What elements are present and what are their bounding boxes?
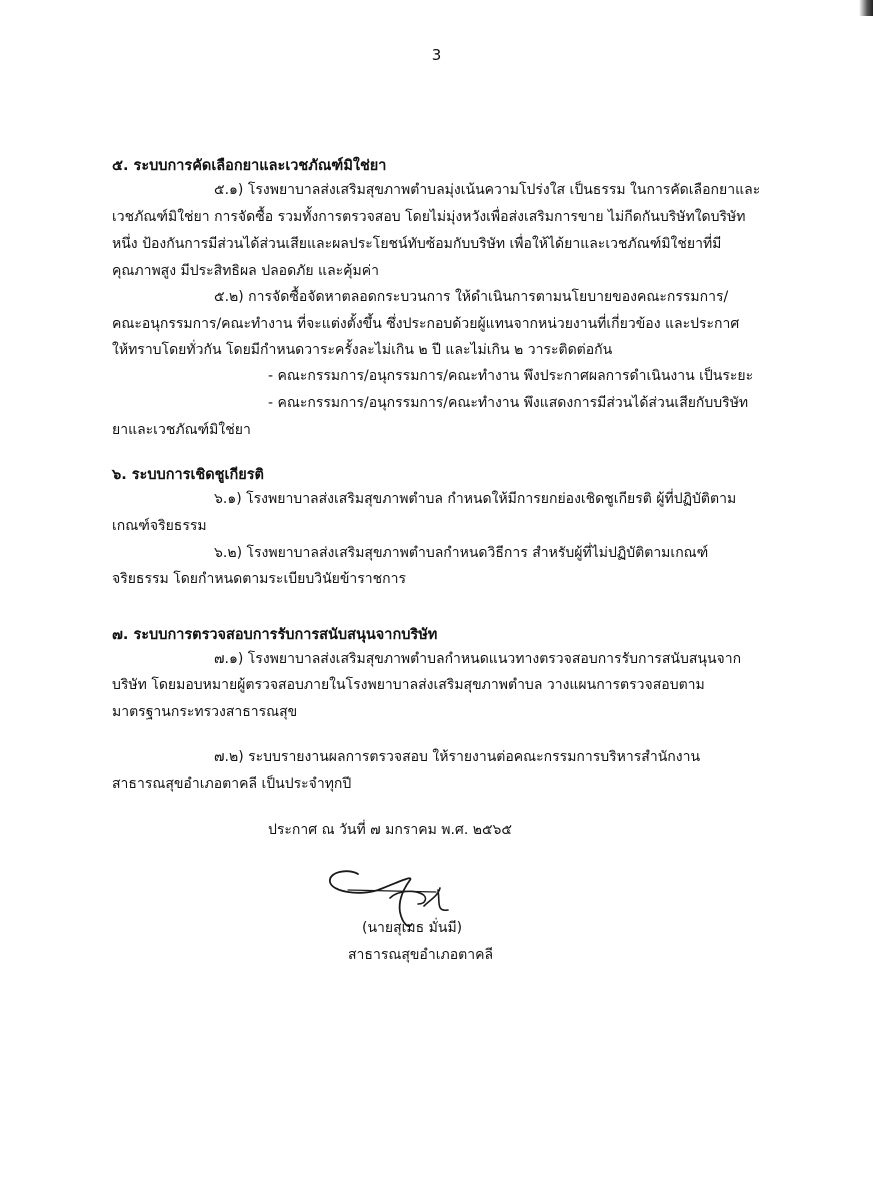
section-5-bullet: - คณะกรรมการ/อนุกรรมการ/คณะทำงาน พึงแสดงการมีส่วนได้ส่วนเสียกับบริษัท (268, 395, 749, 411)
section-5-line: ให้ทราบโดยทั่วกัน โดยมีกำหนดวาระครั้งละไม่เกิน ๒ ปี และไม่เกิน ๒ วาระติดต่อกัน (112, 342, 613, 358)
section-6-line: ๖.๒) โรงพยาบาลส่งเสริมสุขภาพตำบลกำหนดวิธีการ สำหรับผู้ที่ไม่ปฏิบัติตามเกณฑ์ (214, 545, 709, 561)
section-5-line: หนึ่ง ป้องกันการมีส่วนได้ส่วนเสียและผลประโยชน์ทับซ้อมกับบริษัท เพื่อให้ได้ยาและเวชภัณฑ์มิใช่ยาที่มี (112, 236, 722, 252)
section-7-line: สาธารณสุขอำเภอตาคลี เป็นประจำทุกปี (112, 776, 352, 792)
section-5-line: ๕.๒) การจัดซื้อจัดหาตลอดกระบวนการ ให้ดำเนินการตามนโยบายของคณะกรรมการ/ (214, 289, 729, 305)
section-5-line: ยาและเวชภัณฑ์มิใช่ยา (112, 422, 251, 438)
section-5-line: คุณภาพสูง มีประสิทธิผล ปลอดภัย และคุ้มค่า (112, 263, 379, 279)
signatory-position: สาธารณสุขอำเภอตาคลี (348, 947, 494, 963)
section-5-line: คณะอนุกรรมการ/คณะทำงาน ที่จะแต่งตั้งขึ้น ซึ่งประกอบด้วยผู้แทนจากหน่วยงานที่เกี่ยวข้อง และประกาศ (112, 316, 740, 332)
section-7-line: ๗.๑) โรงพยาบาลส่งเสริมสุขภาพตำบลกำหนดแนวทางตรวจสอบการรับการสนับสนุนจาก (214, 651, 742, 667)
section-7-line: มาตรฐานกระทรวงสาธารณสุข (112, 704, 298, 720)
section-6-heading: ๖. ระบบการเชิดชูเกียรติ (112, 467, 264, 483)
section-5-line: ๕.๑) โรงพยาบาลส่งเสริมสุขภาพตำบลมุ่งเน้นความโปร่งใส เป็นธรรม ในการคัดเลือกยาและ (214, 182, 761, 198)
signatory-name: (นายสุเมธ มั่นมี) (362, 920, 463, 936)
section-7-heading: ๗. ระบบการตรวจสอบการรับการสนับสนุนจากบริษัท (112, 627, 438, 643)
section-7-line: ๗.๒) ระบบรายงานผลการตรวจสอบ ให้รายงานต่อคณะกรรมการบริหารสำนักงาน (214, 749, 701, 765)
section-6-line: ๖.๑) โรงพยาบาลส่งเสริมสุขภาพตำบล กำหนดให้มีการยกย่องเชิดชูเกียรติ ผู้ที่ปฏิบัติตาม (214, 491, 737, 507)
scan-edge-mark (859, 0, 873, 16)
section-5-heading: ๕. ระบบการคัดเลือกยาและเวชภัณฑ์มิใช่ยา (112, 158, 387, 174)
section-6-line: เกณฑ์จริยธรรม (112, 518, 207, 534)
section-6-line: จริยธรรม โดยกำหนดตามระเบียบวินัยข้าราชการ (112, 571, 407, 587)
announcement-date: ประกาศ ณ วันที่ ๗ มกราคม พ.ศ. ๒๕๖๕ (268, 822, 513, 838)
section-5-bullet: - คณะกรรมการ/อนุกรรมการ/คณะทำงาน พึงประกาศผลการดำเนินงาน เป็นระยะ (268, 368, 754, 384)
section-5-line: เวชภัณฑ์มิใช่ยา การจัดซื้อ รวมทั้งการตรวจสอบ โดยไม่มุ่งหวังเพื่อส่งเสริมการขาย ไม่กีดกันบริษัทใดบริษัท (112, 209, 746, 225)
page-number: 3 (431, 46, 442, 64)
section-7-line: บริษัท โดยมอบหมายผู้ตรวจสอบภายในโรงพยาบาลส่งเสริมสุขภาพตำบล วางแผนการตรวจสอบตาม (112, 677, 705, 693)
